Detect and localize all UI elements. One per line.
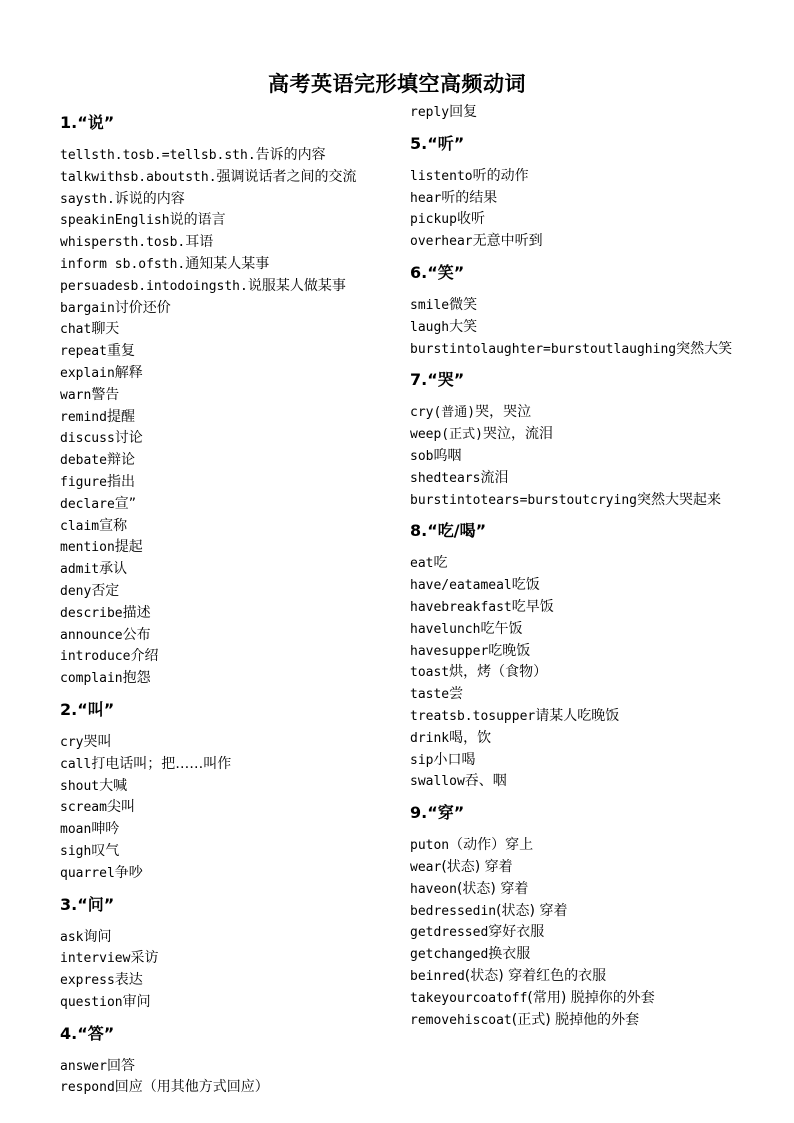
entry-english: bedressedin: [410, 903, 497, 919]
entry-chinese: 询问: [83, 928, 112, 945]
entry-english: reply: [410, 105, 450, 120]
right-column: [410, 102, 740, 1031]
entry-chinese: 强调说话者之间的交流: [216, 168, 357, 185]
vocab-entry: [60, 537, 390, 559]
vocab-entry: [60, 625, 390, 647]
entry-english: treatsb.tosupper: [410, 708, 536, 724]
entry-chinese: 吃: [433, 555, 448, 572]
entry-english: remind: [60, 409, 107, 425]
vocab-entry: [410, 597, 740, 619]
entry-english: chat: [60, 322, 92, 338]
entry-chinese: 宣”: [114, 495, 137, 512]
vocab-entry: [60, 863, 390, 885]
vocab-entry: [60, 472, 390, 494]
vocab-entry: [60, 341, 390, 363]
entry-chinese: 吃早饭: [511, 598, 554, 615]
entry-chinese: 耳语: [185, 234, 214, 251]
entry-chinese: 否定: [91, 582, 120, 599]
entry-chinese: 呜咽: [433, 447, 462, 464]
vocab-entry: [60, 1056, 390, 1078]
entry-english: sip: [410, 752, 434, 768]
vocab-entry: [60, 776, 390, 798]
vocab-entry: [60, 732, 390, 754]
entry-english: discuss: [60, 431, 115, 447]
entry-chinese: 宣称: [99, 517, 128, 534]
entry-chinese: 抱怨: [122, 670, 151, 687]
entry-english: question: [60, 994, 123, 1010]
vocab-entry: [410, 771, 740, 793]
vocab-entry: [410, 662, 740, 684]
entry-chinese: (状态) 穿着: [456, 880, 529, 897]
entry-english: call: [60, 756, 92, 772]
entry-english: warn: [60, 387, 92, 403]
entry-english: talkwithsb.aboutsth.: [60, 169, 217, 185]
entry-chinese: 说的语言: [169, 212, 226, 229]
section-4: [60, 1024, 390, 1100]
vocab-entry: [410, 684, 740, 706]
vocab-entry: [60, 754, 390, 776]
vocab-entry: [60, 210, 390, 232]
entry-english: weep(正式): [410, 427, 483, 443]
entry-chinese: 指出: [106, 473, 135, 490]
vocab-entry: [410, 317, 740, 339]
section-heading: 6.“笑”: [410, 262, 465, 282]
entry-english: shout: [60, 778, 100, 794]
vocab-entry: [410, 402, 740, 424]
entry-chinese: 公布: [122, 626, 151, 643]
entry-english: wear: [410, 859, 442, 875]
entry-english: takeyourcoatoff: [410, 990, 528, 1006]
entry-chinese: 穿好衣服: [488, 924, 545, 941]
entry-english: havelunch: [410, 621, 481, 637]
section-9: [410, 803, 740, 1031]
entry-english: have/eatameal: [410, 578, 512, 594]
entry-english: burstintotears=burstoutcrying: [410, 492, 637, 508]
entry-english: sigh: [60, 843, 92, 859]
vocab-entry: [410, 166, 740, 188]
entry-english: swallow: [410, 774, 465, 790]
entry-chinese: 辩论: [106, 452, 135, 469]
vocab-entry: [60, 797, 390, 819]
entry-chinese: 回应（用其他方式回应）: [114, 1079, 269, 1096]
entry-chinese: 承认: [99, 561, 128, 578]
entry-english: deny: [60, 583, 92, 599]
entry-english: cry(普通): [410, 405, 476, 421]
entry-english: mention: [60, 540, 115, 556]
left-column: [60, 113, 390, 1099]
entry-english: sob: [410, 448, 434, 464]
entry-chinese: 无意中听到: [472, 233, 543, 250]
entry-chinese: 吞、咽: [464, 773, 507, 790]
entry-chinese: 突然大哭起来: [636, 491, 721, 508]
entry-english: overhear: [410, 234, 473, 250]
entry-chinese: 听的动作: [472, 167, 529, 184]
section-heading: 2.“叫”: [60, 699, 115, 719]
entry-english: getchanged: [410, 947, 489, 963]
entry-chinese: (状态) 穿着: [441, 858, 513, 875]
entry-english: admit: [60, 562, 100, 578]
vocab-entry: [410, 490, 740, 512]
entry-english: tellsth.tosb.=tellsb.sth.: [60, 148, 256, 163]
vocab-entry: [60, 319, 390, 341]
entry-chinese: 描述: [122, 604, 151, 621]
entry-english: eat: [410, 556, 434, 572]
section-7: [410, 370, 740, 511]
entry-chinese: 提醒: [106, 408, 135, 425]
entry-chinese: 烘，烤（食物）: [449, 664, 548, 681]
entry-english: puton: [410, 838, 450, 854]
vocab-entry: [410, 879, 740, 901]
section-5: [410, 134, 740, 253]
entry-english: burstintolaughter=burstoutlaughing: [410, 341, 677, 357]
entry-english: haveon: [410, 881, 457, 897]
entry-chinese: 诉说的内容: [114, 190, 185, 207]
entry-chinese: 重复: [106, 343, 135, 360]
entry-chinese: 哭泣，流泪: [482, 426, 553, 443]
entry-english: removehiscoat: [410, 1012, 512, 1028]
vocab-entry: [60, 668, 390, 690]
entry-english: speakinEnglish: [60, 213, 170, 229]
section-heading: 3.“问”: [60, 894, 115, 914]
entry-english: bargain: [60, 300, 115, 316]
section-heading: 7.“哭”: [410, 370, 465, 390]
entry-english: debate: [60, 453, 107, 469]
entry-chinese: 请某人吃晚饭: [535, 707, 620, 724]
entry-english: moan: [60, 822, 92, 838]
vocab-entry: [60, 603, 390, 625]
vocab-entry: [410, 295, 740, 317]
entry-chinese: 解释: [114, 364, 143, 381]
section-heading: 5.“听”: [410, 133, 465, 153]
vocab-entry: [60, 167, 390, 189]
vocab-entry: [60, 841, 390, 863]
entry-chinese: 尖叫: [106, 799, 135, 816]
entry-chinese: 吃晚饭: [488, 642, 531, 659]
page-title: 高考英语完形填空高频动词: [268, 72, 526, 96]
entry-chinese: 哭，哭泣: [475, 404, 532, 421]
vocab-entry: [410, 641, 740, 663]
entry-chinese: 吃午饭: [480, 620, 523, 637]
vocab-entry: [60, 646, 390, 668]
section-4: [410, 102, 740, 124]
vocab-entry: [60, 992, 390, 1014]
vocab-entry: [410, 944, 740, 966]
entry-chinese: 讨价还价: [114, 299, 171, 316]
entry-english: scream: [60, 800, 107, 816]
vocab-entry: [410, 966, 740, 988]
entry-english: beinred: [410, 968, 465, 984]
entry-english: laugh: [410, 319, 450, 335]
vocab-entry: [60, 927, 390, 949]
entry-chinese: 警告: [91, 386, 120, 403]
entry-chinese: 告诉的内容: [255, 147, 326, 163]
entry-english: drink: [410, 730, 450, 746]
section-6: [410, 263, 740, 360]
vocab-entry: [410, 102, 740, 124]
entry-chinese: 突然大笑: [676, 340, 733, 357]
entry-english: listento: [410, 168, 473, 184]
vocab-entry: [60, 276, 390, 298]
entry-chinese: 聊天: [91, 321, 120, 338]
vocab-entry: [410, 750, 740, 772]
entry-chinese: 讨论: [114, 430, 143, 447]
entry-english: declare: [60, 496, 115, 512]
vocab-entry: [410, 706, 740, 728]
section-1: [60, 113, 390, 690]
entry-chinese: (正式) 脱掉他的外套: [511, 1011, 640, 1028]
entry-english: saysth.: [60, 191, 115, 207]
vocab-entry: [410, 575, 740, 597]
entry-chinese: 大喊: [99, 777, 128, 794]
entry-chinese: 哭叫: [83, 733, 112, 750]
vocab-entry: [60, 385, 390, 407]
vocab-entry: [60, 298, 390, 320]
vocab-entry: [410, 857, 740, 879]
vocab-entry: [410, 553, 740, 575]
entry-english: persuadesb.intodoingsth.: [60, 278, 248, 294]
entry-chinese: (状态) 穿着: [496, 902, 568, 919]
entry-english: announce: [60, 627, 123, 643]
vocab-entry: [60, 559, 390, 581]
vocab-entry: [410, 339, 740, 361]
entry-chinese: 打电话叫；把……叫作: [91, 755, 232, 772]
entry-english: smile: [410, 297, 450, 313]
entry-english: havesupper: [410, 643, 489, 659]
vocab-entry: [410, 901, 740, 923]
entry-english: complain: [60, 671, 123, 687]
entry-chinese: 争吵: [114, 864, 143, 881]
vocab-entry: [60, 407, 390, 429]
entry-english: answer: [60, 1058, 107, 1074]
vocab-entry: [60, 819, 390, 841]
vocab-entry: [60, 254, 390, 276]
vocab-entry: [410, 988, 740, 1010]
vocab-entry: [410, 468, 740, 490]
entry-english: quarrel: [60, 865, 115, 881]
entry-english: getdressed: [410, 925, 489, 941]
section-8: [410, 521, 740, 793]
entry-english: express: [60, 973, 115, 989]
entry-chinese: 微笑: [449, 296, 478, 313]
entry-chinese: (常用) 脱掉你的外套: [527, 989, 655, 1006]
section-heading: 9.“穿”: [410, 803, 465, 823]
vocab-entry: [410, 209, 740, 231]
vocab-entry: [60, 145, 390, 167]
vocab-entry: [60, 189, 390, 211]
entry-chinese: 回复: [449, 104, 478, 120]
entry-english: describe: [60, 605, 123, 621]
vocab-entry: [60, 516, 390, 538]
entry-english: ask: [60, 929, 84, 945]
vocab-entry: [410, 922, 740, 944]
entry-english: havebreakfast: [410, 599, 512, 615]
entry-english: interview: [60, 951, 131, 967]
entry-english: respond: [60, 1080, 115, 1096]
vocab-entry: [60, 232, 390, 254]
entry-english: shedtears: [410, 470, 481, 486]
entry-chinese: 大笑: [449, 318, 478, 335]
vocab-entry: [60, 494, 390, 516]
vocab-entry: [60, 363, 390, 385]
entry-english: inform sb.ofsth.: [60, 256, 186, 272]
entry-english: claim: [60, 518, 100, 534]
vocab-entry: [60, 450, 390, 472]
vocab-entry: [410, 424, 740, 446]
entry-chinese: 听的结果: [441, 189, 498, 206]
entry-english: whispersth.tosb.: [60, 235, 186, 251]
entry-chinese: 表达: [114, 972, 143, 989]
entry-chinese: 通知某人某事: [185, 255, 270, 272]
entry-english: taste: [410, 687, 450, 703]
entry-chinese: 说服某人做某事: [247, 277, 346, 294]
vocab-entry: [410, 446, 740, 468]
vocab-entry: [60, 1077, 390, 1099]
vocab-entry: [410, 231, 740, 253]
vocab-entry: [60, 970, 390, 992]
entry-chinese: 呻吟: [91, 821, 120, 838]
vocab-entry: [410, 619, 740, 641]
vocab-entry: [410, 835, 740, 857]
vocab-entry: [60, 948, 390, 970]
entry-english: pickup: [410, 212, 457, 228]
entry-english: hear: [410, 190, 442, 206]
entry-english: repeat: [60, 344, 107, 360]
entry-chinese: 回答: [106, 1057, 135, 1074]
entry-chinese: 叹气: [91, 842, 120, 859]
entry-chinese: 流泪: [480, 469, 509, 486]
entry-chinese: 小口喝: [433, 751, 476, 768]
entry-chinese: 收听: [456, 211, 485, 228]
section-2: [60, 700, 390, 885]
entry-english: introduce: [60, 649, 131, 665]
section-heading: 4.“答”: [60, 1023, 115, 1043]
entry-chinese: 换衣服: [488, 946, 531, 963]
entry-chinese: 审问: [122, 993, 151, 1010]
entry-chinese: 采访: [130, 950, 159, 967]
entry-chinese: 提起: [114, 539, 143, 556]
section-heading: 8.“吃/喝”: [410, 521, 487, 541]
vocab-entry: [60, 428, 390, 450]
entry-english: toast: [410, 665, 450, 681]
vocab-entry: [410, 728, 740, 750]
entry-chinese: 介绍: [130, 648, 159, 665]
section-3: [60, 895, 390, 1014]
entry-english: cry: [60, 734, 84, 750]
entry-english: figure: [60, 474, 107, 490]
section-heading: 1.“说”: [60, 113, 115, 132]
entry-chinese: 尝: [449, 686, 464, 703]
vocab-entry: [60, 581, 390, 603]
entry-chinese: 吃饭: [511, 577, 540, 594]
entry-chinese: （动作）穿上: [449, 837, 534, 854]
entry-english: explain: [60, 365, 115, 381]
entry-chinese: 喝，饮: [449, 729, 492, 746]
entry-chinese: (状态) 穿着红色的衣服: [464, 967, 607, 984]
vocab-entry: [410, 188, 740, 210]
vocab-entry: [410, 1010, 740, 1032]
